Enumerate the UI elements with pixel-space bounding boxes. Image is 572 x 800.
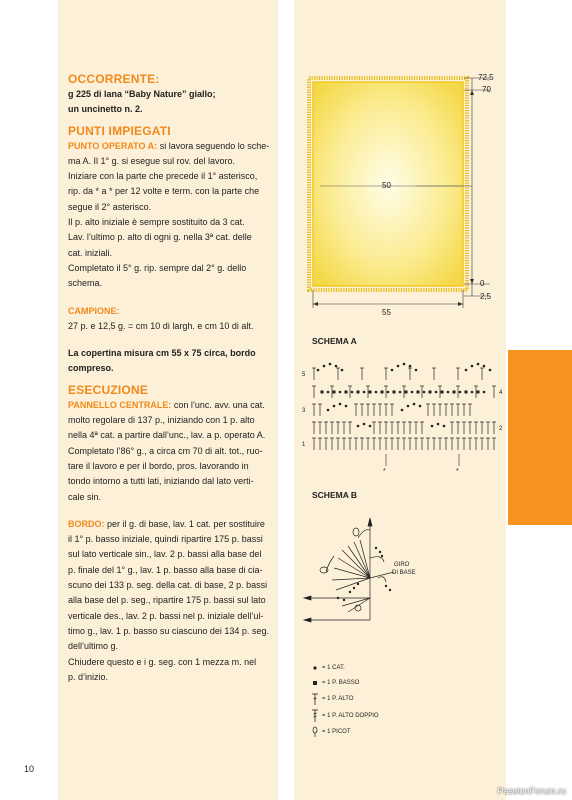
chain-dot: [465, 369, 468, 372]
legend-item: [310, 675, 490, 690]
chain-dot: [391, 369, 394, 372]
bordo-line: p. finale del 1° g., lav. 1 p. basso alla base di cia-: [68, 564, 263, 575]
chain-dot: [385, 585, 387, 587]
chain-dot: [443, 425, 446, 428]
dim-70: 70: [482, 85, 491, 94]
chain-dot: [327, 409, 330, 412]
chain-dot: [357, 583, 359, 585]
legend-label: = 1 P. ALTO: [322, 695, 354, 702]
legend-label: = 1 P. ALTO DOPPIO: [322, 712, 379, 719]
chain-dot: [327, 391, 330, 394]
bordo-line: verticale des., lav. 2 p. bassi nel p. iniziale dell’ul-: [68, 610, 264, 621]
chain-dot: [407, 405, 410, 408]
single-crochet-mark: [465, 391, 468, 394]
punti-line: si lavora seguendo lo sche-: [157, 140, 270, 151]
picot-icon: [310, 726, 320, 738]
single-crochet-mark: [417, 391, 420, 394]
chain-dot: [351, 391, 354, 394]
single-crochet-mark: [405, 391, 408, 394]
chain-dot: [337, 597, 339, 599]
misura-line-2: compreso.: [68, 363, 114, 374]
row-number: 1: [302, 442, 306, 448]
chain-dot: [413, 403, 416, 406]
chain-dot: [387, 391, 390, 394]
chain-dot: [363, 391, 366, 394]
legend-item: [310, 724, 490, 739]
chain-dot: [375, 547, 377, 549]
pannello-line: Completato l’86° g., a circa cm 70 di alt. tot., ruo-: [68, 445, 263, 456]
chain-dot: [323, 365, 326, 368]
chain-dot: [345, 405, 348, 408]
chain-dot: [483, 365, 486, 368]
single-crochet-mark: [477, 391, 480, 394]
chain-dot: [339, 403, 342, 406]
chain-dot: [483, 391, 486, 394]
punti-line: Completato il 5° g. rip. sempre dal 2° g. dello: [68, 262, 247, 273]
occorrente-line-2: un uncinetto n. 2.: [68, 104, 143, 115]
chain-dot: [397, 365, 400, 368]
single-crochet-mark: [345, 391, 348, 394]
dim-0: 0: [480, 279, 485, 288]
pannello-line: [68, 398, 282, 413]
page-number: 10: [24, 764, 35, 774]
instructions-text: [68, 72, 282, 685]
schema-b: [298, 488, 508, 648]
pannello-line: cale sin.: [68, 491, 102, 502]
chain-dot: [401, 409, 404, 412]
chain-dot: [435, 391, 438, 394]
pannello-text: con l’unc. avv. una cat.: [171, 399, 265, 410]
chain-dot: [317, 369, 320, 372]
chain-dot: [459, 391, 462, 394]
legend-label: = 1 PICOT: [322, 728, 351, 735]
chain-dot: [379, 551, 381, 553]
schema-b-stitches: [304, 518, 394, 622]
chain-dot: [399, 391, 402, 394]
esecuzione-heading: ESECUZIONE: [68, 382, 149, 397]
schema-a-stitches: [312, 363, 496, 450]
chain-dot: [381, 555, 383, 557]
row-number: 5: [302, 372, 306, 378]
chain-dot: [329, 363, 332, 366]
misura-line-1: La copertina misura cm 55 x 75 circa, bordo: [68, 348, 256, 359]
pannello-line: tare il lavoro e per il bordo, pros. lavorando in: [68, 460, 249, 471]
chain-dot: [471, 391, 474, 394]
punti-heading: PUNTI IMPIEGATI: [68, 123, 171, 138]
chain-dot: [333, 405, 336, 408]
single-crochet-mark: [393, 391, 396, 394]
punto-operato-label: PUNTO OPERATO A:: [68, 140, 158, 151]
giro-label-line-2: DI BASE: [392, 570, 416, 576]
single-crochet-square-icon: [310, 678, 320, 688]
bordo-line: alla base del p. seg., ripartire 175 p. bassi sul lato: [68, 595, 266, 606]
legend-label: = 1 CAT.: [322, 664, 345, 671]
legend-item: [310, 707, 490, 724]
watermark: PassionForum.ru: [497, 786, 566, 796]
dim-55: 55: [382, 308, 391, 317]
bordo-line: il 1° p. basso iniziale, quindi ripartire 175 p. bassi: [68, 534, 263, 545]
chain-dot: [375, 391, 378, 394]
punti-line: Lav. l’ultimo p. alto di ogni g. nella 3ª cat. delle: [68, 232, 252, 243]
occorrente-line-1: g 225 di lana “Baby Nature” giallo;: [68, 89, 216, 99]
chain-dot: [471, 365, 474, 368]
blanket-schematic: [300, 68, 506, 318]
single-crochet-mark: [321, 391, 324, 394]
chain-dot: [339, 391, 342, 394]
punti-line: cat. iniziali.: [68, 247, 113, 258]
chain-dot: [409, 365, 412, 368]
legend-label: = 1 P. BASSO: [322, 679, 360, 686]
svg-text:*: *: [456, 468, 459, 474]
campione-text: 27 p. e 12,5 g. = cm 10 di largh. e cm 10 di alt.: [68, 320, 254, 331]
single-crochet-mark: [441, 391, 444, 394]
chain-dot: [349, 591, 351, 593]
chain-dot: [389, 589, 391, 591]
chain-dot: [335, 365, 338, 368]
single-crochet-mark: [453, 391, 456, 394]
pannello-line: molto regolare di 137 p., iniziando con 1 p. alto: [68, 415, 255, 426]
punti-line: rip. da * a * per 12 volte e term. con la parte che: [68, 186, 260, 197]
chain-dot: [437, 423, 440, 426]
svg-text:*: *: [383, 468, 386, 474]
bordo-line: timo g., lav. 1 p. basso su ciascuno dei 134 p. seg.: [68, 625, 269, 636]
bordo-label: BORDO:: [68, 518, 105, 529]
bordo-line: scuno dei 133 p. seg. della cat. di base, 2 p. bassi: [68, 580, 268, 591]
single-crochet-mark: [369, 391, 372, 394]
single-crochet-mark: [333, 391, 336, 394]
chain-dot: [423, 391, 426, 394]
punti-line: Il p. alto iniziale è sempre sostituito da 3 cat.: [68, 217, 245, 228]
punti-line: ma A. Il 1° g. si esegue sul rov. del lavoro.: [68, 155, 236, 166]
row-number: 2: [499, 426, 503, 432]
campione-heading: CAMPIONE:: [68, 305, 120, 316]
pannello-line: nella 4ª cat. a partire dall’unc., lav. a p. operato A.: [68, 430, 266, 441]
chain-dot: [343, 599, 345, 601]
chain-dot: [363, 423, 366, 426]
bordo-line: dell’ultimo g.: [68, 641, 119, 652]
chain-dot: [447, 391, 450, 394]
bordo-line: Chiudere questo e i g. seg. con 1 mezza m. nel: [68, 656, 257, 667]
legend-item: [310, 690, 490, 707]
punti-line: schema.: [68, 278, 103, 289]
pannello-label: PANNELLO CENTRALE:: [68, 399, 172, 410]
chain-dot: [489, 369, 492, 372]
schema-a: [298, 334, 508, 474]
bordo-line: sul lato verticale sin., lav. 2 p. bassi alla base del: [68, 549, 262, 560]
dim-72-5: 72,5: [478, 73, 494, 82]
punti-line: Iniziare con la parte che precede il 1° asterisco,: [68, 171, 258, 182]
treble-stitch-icon: [310, 692, 320, 706]
bordo-line: p. d’inizio.: [68, 671, 109, 682]
punti-line: segue il 2° asterisco.: [68, 201, 152, 212]
bordo-text: per il g. di base, lav. 1 cat. per sostituire: [104, 518, 265, 529]
chain-dot-icon: [310, 663, 320, 673]
chain-dot: [477, 363, 480, 366]
dim-50: 50: [382, 181, 391, 190]
pannello-line: tondo intorno a tutti lati, iniziando dal lato verti-: [68, 476, 254, 487]
chain-dot: [415, 369, 418, 372]
stitch-legend: [310, 660, 490, 739]
chain-dot: [369, 425, 372, 428]
row-number: 4: [499, 390, 503, 396]
giro-label-line-1: GIRO: [394, 562, 410, 568]
chain-dot: [353, 587, 355, 589]
orange-page-tab: [508, 350, 572, 525]
dim-2-5: 2,5: [480, 292, 492, 301]
chain-dot: [357, 425, 360, 428]
double-treble-stitch-icon: [310, 709, 320, 723]
chain-dot: [403, 363, 406, 366]
bordo-line: [68, 517, 282, 532]
chain-dot: [431, 425, 434, 428]
punto-operato-line: [68, 139, 282, 154]
chain-dot: [411, 391, 414, 394]
occorrente-heading: OCCORRENTE:: [68, 72, 160, 86]
schema-a-title: SCHEMA A: [312, 336, 357, 346]
single-crochet-mark: [429, 391, 432, 394]
schema-b-title: SCHEMA B: [312, 490, 358, 500]
legend-item: [310, 660, 490, 675]
chain-dot: [419, 405, 422, 408]
single-crochet-mark: [381, 391, 384, 394]
single-crochet-mark: [357, 391, 360, 394]
row-number: 3: [302, 408, 306, 414]
chain-dot: [341, 369, 344, 372]
